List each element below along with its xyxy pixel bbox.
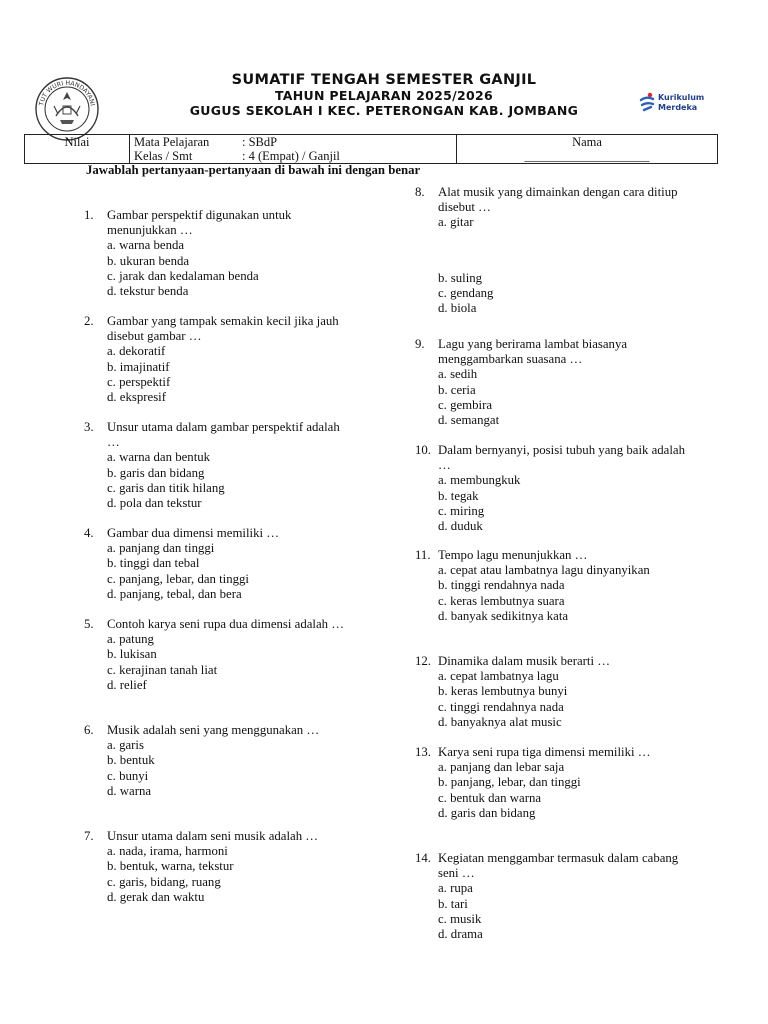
question-number: 13. bbox=[415, 745, 431, 759]
answer-option[interactable]: d. relief bbox=[107, 677, 147, 692]
question-number: 12. bbox=[415, 654, 431, 668]
question-text: Musik adalah seni yang menggunakan … bbox=[107, 723, 320, 737]
answer-option[interactable]: c. kerajinan tanah liat bbox=[107, 662, 218, 677]
answer-option[interactable]: a. cepat lambatnya lagu bbox=[438, 669, 559, 684]
question-4 bbox=[84, 526, 354, 602]
answer-option[interactable]: b. tinggi rendahnya nada bbox=[438, 578, 565, 593]
answer-option[interactable]: d. banyak sedikitnya kata bbox=[438, 608, 569, 623]
svg-text:TUT WURI HANDAYANI: TUT WURI HANDAYANI bbox=[38, 79, 96, 107]
question-1 bbox=[84, 208, 354, 299]
answer-option[interactable]: a. cepat atau lambatnya lagu dinyanyikan bbox=[438, 563, 650, 578]
question-13 bbox=[415, 745, 695, 821]
answer-option[interactable]: c. miring bbox=[438, 503, 485, 518]
question-8 bbox=[415, 185, 695, 316]
answer-option[interactable]: b. tari bbox=[438, 896, 468, 911]
answer-option[interactable]: c. garis dan titik hilang bbox=[107, 480, 225, 495]
answer-option[interactable]: b. tegak bbox=[438, 488, 479, 503]
answer-option[interactable]: d. warna bbox=[107, 783, 152, 798]
answer-option[interactable]: b. lukisan bbox=[107, 647, 157, 662]
answer-option[interactable]: b. suling bbox=[438, 270, 483, 285]
student-info-table bbox=[24, 134, 718, 164]
answer-option[interactable]: d. banyaknya alat music bbox=[438, 714, 562, 729]
question-text: Dinamika dalam musik berarti … bbox=[438, 654, 611, 668]
question-3 bbox=[84, 420, 354, 511]
kurikulum-merdeka-text: Kurikulum Merdeka bbox=[658, 93, 705, 112]
question-text: Unsur utama dalam seni musik adalah … bbox=[107, 829, 319, 843]
question-11 bbox=[415, 548, 695, 624]
question-6 bbox=[84, 723, 354, 799]
instruction: Jawablah pertanyaan-pertanyaan di bawah ini dengan benar bbox=[86, 163, 421, 177]
answer-option[interactable]: c. tinggi rendahnya nada bbox=[438, 699, 564, 714]
question-number: 9. bbox=[415, 337, 425, 351]
exam-title: SUMATIF TENGAH SEMESTER GANJIL bbox=[231, 72, 537, 88]
question-12 bbox=[415, 654, 695, 730]
answer-option[interactable]: d. garis dan bidang bbox=[438, 805, 536, 820]
answer-option[interactable]: a. panjang dan tinggi bbox=[107, 541, 215, 556]
answer-option[interactable]: b. panjang, lebar, dan tinggi bbox=[438, 775, 581, 790]
answer-option[interactable]: d. drama bbox=[438, 927, 483, 942]
question-text: Unsur utama dalam gambar perspektif adalah … bbox=[107, 420, 340, 450]
nama-line: ____________________ bbox=[524, 149, 650, 163]
answer-option[interactable]: d. duduk bbox=[438, 519, 483, 534]
answer-option[interactable]: b. bentuk, warna, tekstur bbox=[107, 859, 234, 874]
nama-cell[interactable]: Nama ____________________ bbox=[457, 135, 718, 164]
question-text: Karya seni rupa tiga dimensi memiliki … bbox=[438, 745, 651, 759]
question-text: Dalam bernyanyi, posisi tubuh yang baik adalah … bbox=[438, 443, 685, 473]
answer-option[interactable]: c. perspektif bbox=[107, 374, 171, 389]
question-text: Gambar dua dimensi memiliki … bbox=[107, 526, 280, 540]
answer-option[interactable]: b. tinggi dan tebal bbox=[107, 556, 200, 571]
question-number: 14. bbox=[415, 851, 431, 865]
answer-option[interactable]: a. patung bbox=[107, 632, 154, 647]
exam-header bbox=[0, 72, 768, 118]
answer-option[interactable]: a. sedih bbox=[438, 367, 478, 382]
question-number: 1. bbox=[84, 208, 94, 222]
answer-option[interactable]: a. warna dan bentuk bbox=[107, 450, 211, 465]
answer-option[interactable]: a. gitar bbox=[438, 215, 474, 230]
answer-option[interactable]: a. garis bbox=[107, 738, 144, 753]
question-text: Gambar yang tampak semakin kecil jika jauh disebut gambar … bbox=[107, 314, 339, 344]
answer-option[interactable]: c. garis, bidang, ruang bbox=[107, 874, 221, 889]
answer-option[interactable]: c. panjang, lebar, dan tinggi bbox=[107, 571, 249, 586]
answer-option[interactable]: c. bentuk dan warna bbox=[438, 790, 542, 805]
answer-option[interactable]: a. dekoratif bbox=[107, 344, 166, 359]
question-text: Alat musik yang dimainkan dengan cara ditiup disebut … bbox=[438, 185, 678, 215]
question-number: 8. bbox=[415, 185, 425, 199]
question-number: 10. bbox=[415, 443, 431, 457]
answer-option[interactable]: d. semangat bbox=[438, 413, 500, 428]
question-5 bbox=[84, 617, 354, 693]
answer-option[interactable]: c. gendang bbox=[438, 285, 494, 300]
answer-option[interactable]: a. rupa bbox=[438, 881, 473, 896]
answer-option[interactable]: a. panjang dan lebar saja bbox=[438, 760, 565, 775]
answer-option[interactable]: d. ekspresif bbox=[107, 390, 166, 405]
question-9 bbox=[415, 337, 695, 428]
answer-option[interactable]: a. nada, irama, harmoni bbox=[107, 844, 228, 859]
answer-option[interactable]: b. ukuran benda bbox=[107, 253, 190, 268]
question-number: 6. bbox=[84, 723, 94, 737]
subject-class-cell: Mata Pelajaran : SBdP Kelas / Smt : 4 (Empat) / Ganjil bbox=[130, 135, 457, 164]
question-text: Contoh karya seni rupa dua dimensi adalah … bbox=[107, 617, 345, 631]
answer-option[interactable]: c. jarak dan kedalaman benda bbox=[107, 268, 259, 283]
question-number: 7. bbox=[84, 829, 94, 843]
answer-option[interactable]: a. membungkuk bbox=[438, 473, 521, 488]
question-10 bbox=[415, 443, 695, 534]
question-number: 2. bbox=[84, 314, 94, 328]
answer-option[interactable]: a. warna benda bbox=[107, 238, 185, 253]
answer-option[interactable]: d. tekstur benda bbox=[107, 284, 189, 299]
question-number: 3. bbox=[84, 420, 94, 434]
question-text: Kegiatan menggambar termasuk dalam cabang seni … bbox=[438, 851, 679, 881]
answer-option[interactable]: c. musik bbox=[438, 911, 482, 926]
answer-option[interactable]: c. keras lembutnya suara bbox=[438, 593, 565, 608]
question-text: Lagu yang berirama lambat biasanya menggambarkan suasana … bbox=[438, 337, 628, 367]
answer-option[interactable]: b. imajinatif bbox=[107, 359, 170, 374]
question-number: 5. bbox=[84, 617, 94, 631]
nilai-cell[interactable]: Nilai bbox=[25, 135, 130, 164]
answer-option[interactable]: d. biola bbox=[438, 301, 477, 316]
answer-option[interactable]: b. garis dan bidang bbox=[107, 465, 205, 480]
answer-option[interactable]: b. bentuk bbox=[107, 753, 155, 768]
answer-option[interactable]: d. panjang, tebal, dan bera bbox=[107, 586, 242, 601]
answer-option[interactable]: b. keras lembutnya bunyi bbox=[438, 684, 568, 699]
exam-school: GUGUS SEKOLAH I KEC. PETERONGAN KAB. JOMBANG bbox=[189, 103, 579, 118]
question-text: Gambar perspektif digunakan untuk menunjukkan … bbox=[107, 208, 292, 238]
answer-option[interactable]: d. pola dan tekstur bbox=[107, 496, 202, 511]
question-number: 4. bbox=[84, 526, 94, 540]
question-7 bbox=[84, 829, 354, 905]
question-14 bbox=[415, 851, 695, 942]
answer-option[interactable]: c. gembira bbox=[438, 397, 493, 412]
exam-year: TAHUN PELAJARAN 2025/2026 bbox=[274, 88, 494, 103]
answer-option[interactable]: c. bunyi bbox=[107, 768, 149, 783]
question-number: 11. bbox=[415, 548, 431, 562]
answer-option[interactable]: b. ceria bbox=[438, 382, 476, 397]
answer-option[interactable]: d. gerak dan waktu bbox=[107, 889, 205, 904]
question-text: Tempo lagu menunjukkan … bbox=[438, 548, 588, 562]
question-2 bbox=[84, 314, 354, 405]
